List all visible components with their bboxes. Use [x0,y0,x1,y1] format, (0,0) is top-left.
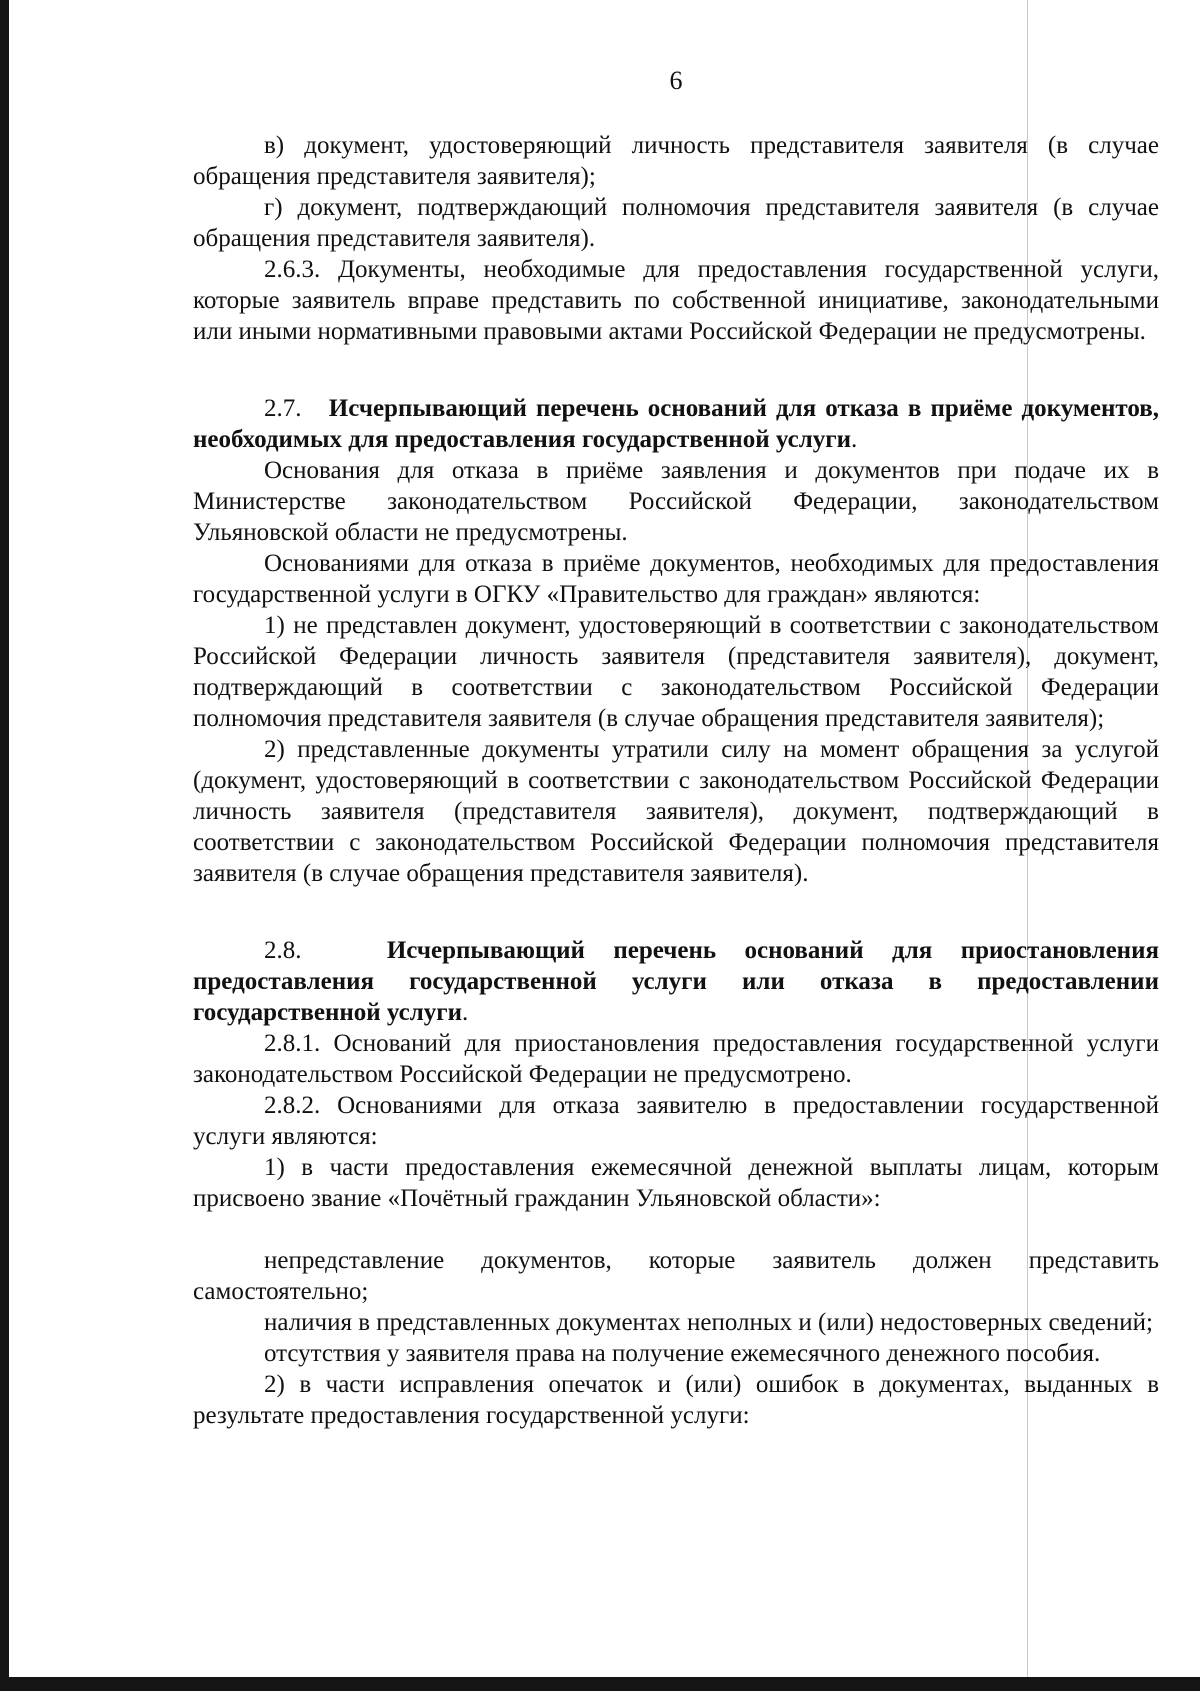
paragraph-2-8-1: 2.8.1. Оснований для приостановления предоставления государственной услуги законодательством Российской Федерации не предусмотрено. [193,1030,1159,1088]
list-item-2: 2) представленные документы утратили силу на момент обращения за услугой (документ, удостоверяющий в соответствии с законодательством Российской Федерации личность заявителя (представителя заявителя), документ, подтверждающий в соответствии с законодательством Российской Федерации полномочия представителя заявителя (в случае обращения представителя заявителя). [193,736,1159,887]
refusal-ground-nonsubmission: непредставление документов, которые заявитель должен представить самостоятельно; [193,1247,1159,1305]
list-item-1-monthly-payment: 1) в части предоставления ежемесячной денежной выплаты лицам, которым присвоено звание «Почётный гражданин Ульяновской области»: [193,1154,1159,1212]
section-title-2-7: Исчерпывающий перечень оснований для отказа в приёме документов, необходимых для предоставления государственной услуги [193,395,1159,453]
refusal-ground-incomplete-info: наличия в представленных документах неполных и (или) недостоверных сведений; [264,1309,1153,1336]
list-item-1: 1) не представлен документ, удостоверяющий в соответствии с законодательством Российской Федерации личность заявителя (представителя заявителя), документ, подтверждающий в соответствии с законодательством Российской Федерации полномочия представителя заявителя (в случае обращения представителя заявителя); [193,612,1159,732]
page-number: 6 [669,66,683,95]
section-heading-2-8 [193,935,1159,1028]
section-number-2-8: 2.8. [264,937,302,964]
section-title-2-8-end: . [462,999,469,1026]
paragraph-2-8-2: 2.8.2. Основаниями для отказа заявителю в предоставлении государственной услуги являются: [193,1092,1159,1150]
paragraph-item-g: г) документ, подтверждающий полномочия представителя заявителя (в случае обращения представителя заявителя). [193,194,1159,252]
paragraph-refusal-ministry: Основания для отказа в приёме заявления и документов при подаче их в Министерстве законодательством Российской Федерации, законодательством Ульяновской области не предусмотрены. [193,457,1159,546]
paragraph-item-v: в) документ, удостоверяющий личность представителя заявителя (в случае обращения представителя заявителя); [193,132,1159,190]
list-item-2-corrections: 2) в части исправления опечаток и (или) ошибок в документах, выданных в результате предоставления государственной услуги: [193,1371,1159,1429]
section-title-2-7-end: . [850,426,858,453]
scan-bottom-edge [0,1677,1200,1691]
paragraph-refusal-ogku: Основаниями для отказа в приёме документов, необходимых для предоставления государственной услуги в ОГКУ «Правительство для граждан» являются: [193,550,1159,608]
section-title-2-8: Исчерпывающий перечень оснований для приостановления предоставления государственной услуги или отказа в предоставлении государственной услуги [193,937,1160,1026]
section-number-2-7: 2.7. [264,395,302,422]
scan-left-edge [0,0,9,1691]
section-heading-2-7 [193,393,1159,455]
document-body [193,130,1159,1431]
paragraph-2-6-3: 2.6.3. Документы, необходимые для предоставления государственной услуги, которые заявитель вправе представить по собственной инициативе, законодательными или иными нормативными правовыми актами Российской Федерации не предусмотрены. [193,256,1159,345]
refusal-ground-no-right: отсутствия у заявителя права на получение ежемесячного денежного пособия. [264,1340,1101,1367]
